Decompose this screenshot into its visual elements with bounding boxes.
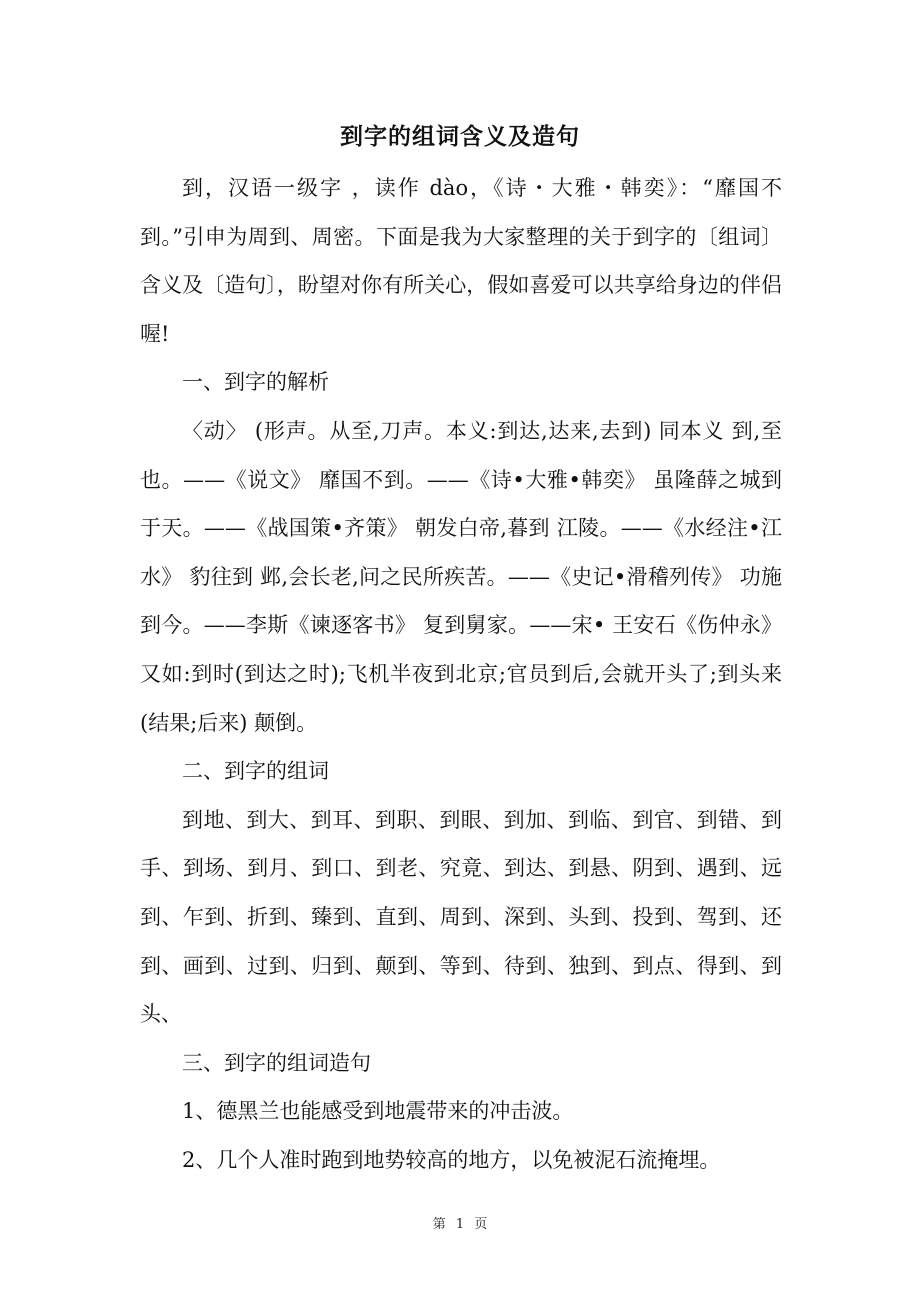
section-heading-words: 二、到字的组词 — [182, 759, 329, 784]
analysis-paragraph: 〈动〉 (形声。从至,刀声。本义:到达,达来,去到) 同本义 到,至也。——《说文》 靡国不到。——《诗•大雅•韩奕》 虽隆薛之城到于天。——《战国策•齐策》 朝发白帝,暮到 江陵。——《水经注•江水》 豹往到 邺,会长老,问之民所疾苦。——《史记•滑稽列传》 功施到今。——李斯《谏逐客书》 复到舅家。——宋• 王安石《伤仲永》 又如:到时(到达之时);飞机半夜到北京;官员到后,会就开头了;到头来(结果;后来) 颠倒。 — [140, 418, 782, 735]
example-sentence: 2、几个人准时跑到地势较高的地方，以免被泥石流掩埋。 — [182, 1147, 721, 1172]
page-label-prefix: 第 — [432, 1217, 446, 1232]
intro-paragraph: 到，汉语一级字 ，读作 dào，《诗・大雅・韩奕》：“靡国不到。”引申为周到、周密。下面是我为大家整理的关于到字的〔组词〕含义及〔造句〕，盼望对你有所关心，假如喜爱可以共享给身边的伴侣喔! — [140, 176, 782, 346]
page-footer — [0, 1213, 920, 1232]
example-sentence: 1、德黑兰也能感受到地震带来的冲击波。 — [182, 1099, 574, 1124]
words-paragraph: 到地、到大、到耳、到职、到眼、到加、到临、到官、到错、到手、到场、到月、到口、到老、究竟、到达、到悬、阴到、遇到、远到、乍到、折到、臻到、直到、周到、深到、头到、投到、驾到、还到、画到、过到、归到、颠到、等到、待到、独到、到点、得到、到头、 — [140, 807, 782, 1027]
document-body — [140, 164, 782, 1184]
document-title: 到字的组词含义及造句 — [340, 123, 580, 150]
section-heading-sentences: 三、到字的组词造句 — [182, 1050, 371, 1075]
page-number: 1 — [455, 1217, 465, 1232]
section-heading-analysis: 一、到字的解析 — [182, 370, 329, 395]
page-label-suffix: 页 — [474, 1217, 488, 1232]
